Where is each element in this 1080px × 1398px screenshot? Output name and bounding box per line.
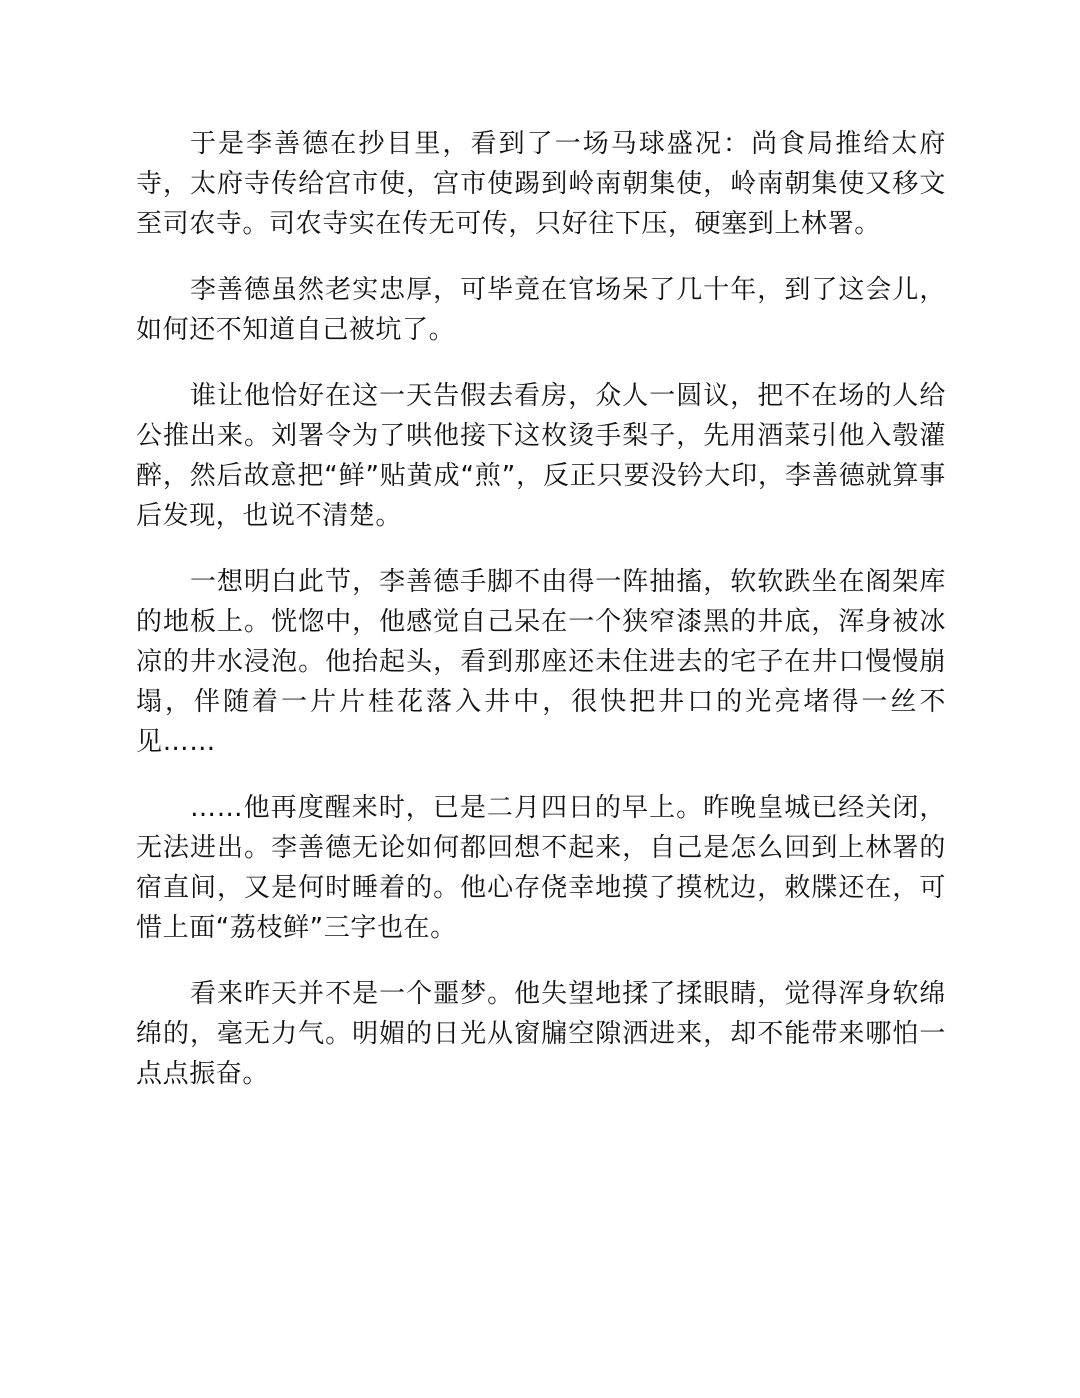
article-body [136, 124, 946, 1120]
paragraph-5: ……他再度醒来时，已是二月四日的早上。昨晚皇城已经关闭，无法进出。李善德无论如何都回想不起来，自己是怎么回到上林署的宿直间，又是何时睡着的。他心存侥幸地摸了摸枕边，敕牒还在，可惜上面“荔枝鲜”三字也在。 [136, 793, 946, 943]
paragraph-4: 一想明白此节，李善德手脚不由得一阵抽搐，软软跌坐在阁架库的地板上。恍惚中，他感觉自己呆在一个狭窄漆黑的井底，浑身被冰凉的井水浸泡。他抬起头，看到那座还未住进去的宅子在井口慢慢崩塌，伴随着一片片桂花落入井中，很快把井口的光亮堵得一丝不见…… [136, 567, 946, 757]
paragraph-2: 李善德虽然老实忠厚，可毕竟在官场呆了几十年，到了这会儿，如何还不知道自己被坑了。 [136, 275, 946, 345]
paragraph-3: 谁让他恰好在这一天告假去看房，众人一圆议，把不在场的人给公推出来。刘署令为了哄他接下这枚烫手梨子，先用酒菜引他入彀灌醉，然后故意把“鲜”贴黄成“煎”，反正只要没钤大印，李善德就算事后发现，也说不清楚。 [136, 381, 946, 531]
paragraph-1: 于是李善德在抄目里，看到了一场马球盛况：尚食局推给太府寺，太府寺传给宫市使，宫市使踢到岭南朝集使，岭南朝集使又移文至司农寺。司农寺实在传无可传，只好往下压，硬塞到上林署。 [136, 129, 946, 239]
paragraph-6: 看来昨天并不是一个噩梦。他失望地揉了揉眼睛，觉得浑身软绵绵的，毫无力气。明媚的日光从窗牖空隙洒进来，却不能带来哪怕一点点振奋。 [136, 979, 946, 1089]
